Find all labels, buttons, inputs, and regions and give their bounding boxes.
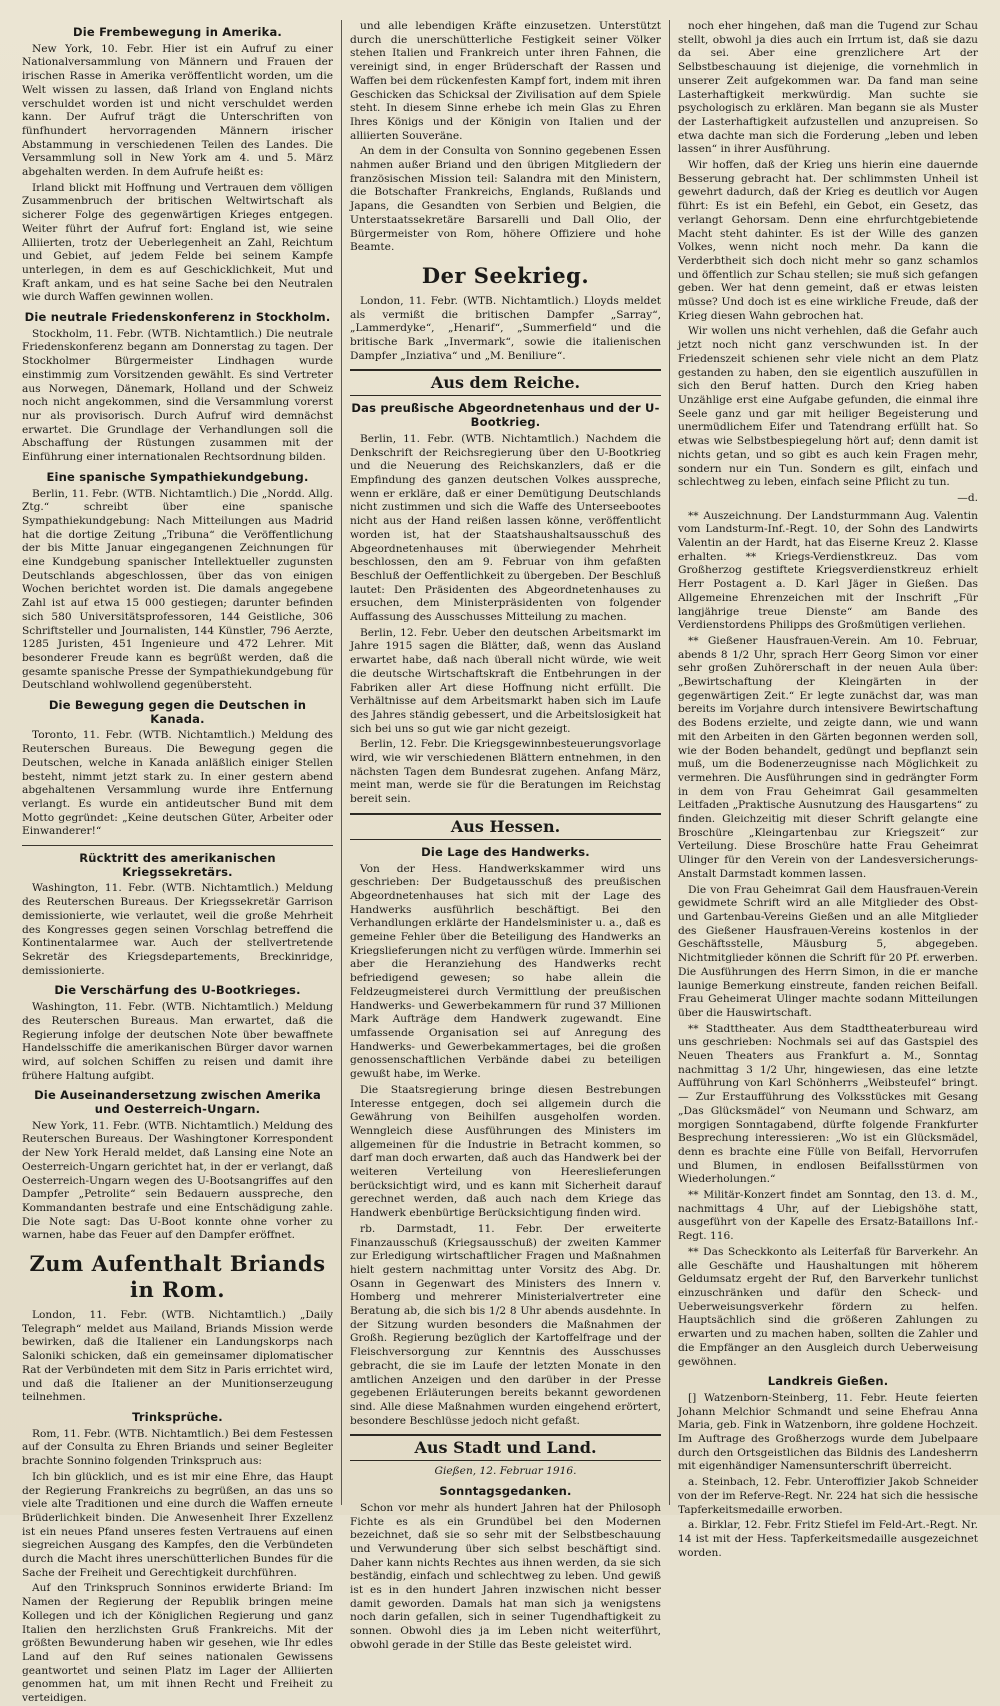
heading-auseinandersetzung: Die Auseinandersetzung zwischen Amerika und Oesterreich-Ungarn. bbox=[34, 1088, 321, 1117]
article-text: Irland blickt mit Hoffnung und Vertrauen dem völligen Zusammenbruch der britischen Weltwirtschaft als sicherer Folge des gegenwärtigen Krieges entgegen. Weiter führt der Aufruf fort: England ist, wie seine Alliierten, trotz der Ueberlegenheit an Zahl, Reichtum und Gebiet, auf jedem Felde bei seinem Kampfe unterlegen, in dem es auf Geschicklichkeit, Mut und Kraft ankam, und es hat seine Sache bei den Neutralen wie durch Waffen gewinnen wollen. bbox=[22, 181, 333, 304]
article-text: London, 11. Febr. (WTB. Nichtamtlich.) „Daily Telegraph“ meldet aus Mailand, Briands Mission werde bewirken, daß die Italiener ein Landungskorps nach Saloniki schicken, daß ein gemeinsamer diplomatischer Rat der Verbündeten mit dem Sitz in Paris errichtet wird, und daß die Italiener an der Munitionserzeugung teilnehmen. bbox=[22, 1309, 333, 1404]
article-text: Ich bin glücklich, und es ist mir eine Ehre, das Haupt der Regierung Frankreichs zu begrüßen, an das uns so viele alte Traditionen und eine durch die Waffen erneute Brüderlichkeit binden. Die Anwesenheit Ihrer Exzellenz ist ein neues Pfand unseres festen Vertrauens auf einen siegreichen Ausgang des Kampfes, den die Verbündeten durch die Macht ihres unerschütterlichen Bundes für die Sache der Freiheit und Gerechtigkeit durchführen. bbox=[22, 1470, 333, 1579]
heading-landkreis: Landkreis Gießen. bbox=[767, 1374, 889, 1389]
article-text: Die Staatsregierung bringe diesen Bestrebungen Interesse entgegen, doch sei allgemein durch die Gewährung von Beihilfen ausgeholfen worden. Wenngleich diese Ausführungen des Ministers im allgemeinen für die Industrie in Betracht kommen, so darf man doch erwarten, daß auch das Handwerk bei der weiteren Verteilung von Heereslieferungen berücksichtigt wird, und es kann mit Sicherheit darauf gerechnet werden, daß auch nach dem Kriege das Handwerk ebenbürtige Berücksichtigung finden wird. bbox=[350, 1083, 661, 1220]
article-text: An dem in der Consulta von Sonnino gegebenen Essen nahmen außer Briand und den übrigen Mitgliedern der französischen Mission teil: Salandra mit den Ministern, die Botschafter Frankreichs, Englands, Rußlands und Japans, die Gesandten von Serbien und Belgien, die Unterstaatssekretäre Barsarelli und Dall Olio, der Bürgermeister von Rom, höhere Offiziere und hohe Beamte. bbox=[350, 145, 661, 254]
heading-seekrieg: Der Seekrieg. bbox=[421, 262, 590, 288]
article-text: rb. Darmstadt, 11. Febr. Der erweiterte Finanzausschuß (Kriegsausschuß) der zweiten Kammer zur Erledigung wirtschaftlicher Fragen und Maßnahmen hielt gestern nachmittag unter Vorsitz des Abg. Dr. Osann in Gegenwart des Ministers des Innern v. Homberg und mehrerer Ministerialvertreter eine Beratung ab, die sich bis 1/2 8 Uhr abends ausdehnte. In der Sitzung wurden besonders die Maßnahmen der Großh. Regierung bezüglich der Kartoffelfrage und der Fleischversorgung zur Kenntnis des Ausschusses gebracht, die sie im Laufe der letzten Monate in den amtlichen Anzeigen und den darüber in der Presse gegebenen Erläuterungen bereits bekannt gewordenen sind. Alle diese Maßnahmen wurden eingehend erörtert, besondere Beschlüsse jedoch nicht gefaßt. bbox=[350, 1222, 661, 1427]
article-text: ** Auszeichnung. Der Landsturmmann Aug. Valentin vom Landsturm-Inf.-Regt. 10, der Sohn des Landwirts Valentin an der Hardt, hat das Eiserne Kreuz 2. Klasse erhalten. ** Kriegs-Verdienstkreuz. Das vom Großherzog gestiftete Kriegsverdienstkreuz erhielt Herr Postagent a. D. Karl Jäger in Gießen. Das Allgemeine Ehrenzeichen mit der Inschrift „Für langjährige treue Dienste“ am Bande des Verdienstordens Philipps des Großmütigen verliehen. bbox=[678, 509, 978, 632]
article-text: New York, 10. Febr. Hier ist ein Aufruf zu einer Nationalversammlung von Männern und Frauen der irischen Rasse in Amerika veröffentlicht worden, um die Welt wissen zu lassen, daß Irland von England nichts verschuldet worden ist und nicht verschuldet werden kann. Der Aufruf trägt die Unterschriften von fünfhundert hervorragenden Männern irischer Abstammung in verschiedenen Teilen des Landes. Die Versammlung soll in New York am 4. und 5. März abgehalten werden. In dem Aufrufe heißt es: bbox=[22, 42, 333, 179]
article-text: Die von Frau Geheimrat Gail dem Hausfrauen-Verein gewidmete Schrift wird an alle Mitglieder des Obst- und Gartenbau-Vereins Gießen und an alle Mitglieder des Gießener Hausfrauen-Vereins kostenlos in der Geschäftsstelle, Mäusburg 5, abgegeben. Nichtmitglieder können die Schrift für 20 Pf. erwerben. Die Ausführungen des Herrn Simon, in die er manche launige Bemerkung einstreute, fanden reichen Beifall. Frau Geheimerat Ulinger machte sodann Mitteilungen über die Hauswirtschaft. bbox=[678, 883, 978, 1019]
article-text: Berlin, 11. Febr. (WTB. Nichtamtlich.) Nachdem die Denkschrift der Reichsregierung über den U-Bootkrieg und die Neuerung des Reichskanzlers, daß er die Empfindung des ganzen deutschen Volkes ausspreche, wenn er erkläre, daß er einer Demütigung Deutschlands nicht zustimmen und sich die Waffe des Unterseebootes nicht aus der Hand reißen lassen könne, veröffentlicht worden ist, hat der Staatshaushaltsausschuß des Abgeordnetenhauses mit überwiegender Mehrheit beschlossen, den am 9. Februar von ihm gefaßten Beschluß der Oeffentlichkeit zu übergeben. Der Beschluß lautet: Den Präsidenten des Abgeordnetenhauses zu ersuchen, dem Ministerpräsidenten von folgender Auffassung des Ausschusses Mitteilung zu machen. bbox=[350, 432, 661, 624]
article-text: London, 11. Febr. (WTB. Nichtamtlich.) Lloyds meldet als vermißt die britischen Dampfer „Sarray“, „Lammerdyke“, „Henarif“, „Summerfield“ und die britische Bark „Invermark“, sowie die italienischen Dampfer „Inziativa“ und „M. Beniliure“. bbox=[350, 294, 661, 362]
article-text: Wir hoffen, daß der Krieg uns hierin eine dauernde Besserung gebracht hat. Der schlimmsten Unheil ist gewehrt dadurch, daß der Krieg es deutlich vor Augen führt: Es ist ein Befehl, ein Gebot, ein Gesetz, das verlangt Gehorsam. Denn eine ehrfurchtgebietende Macht steht dahinter. Es ist der Wille des ganzen Volkes, wenn nicht noch mehr. Da kann die Verderbtheit sich doch nicht mehr so ganz schamlos und öffentlich zur Schau stellen; sie muß sich gefangen geben. Wer hat denn gemeint, daß er etwas leisten müsse? Und doch ist es eine wirkliche Freude, daß der Krieg diesen Wahn gebrochen hat. bbox=[678, 159, 978, 322]
heading-aus-dem-reiche: Aus dem Reiche. bbox=[350, 369, 661, 396]
article-text: Rom, 11. Febr. (WTB. Nichtamtlich.) Bei dem Festessen auf der Consulta zu Ehren Briands und seiner Begleiter brachte Sonnino folgenden Trinkspruch aus: bbox=[22, 1427, 333, 1468]
article-text: [] Watzenborn-Steinberg, 11. Febr. Heute feierten Johann Melchior Schmandt und seine Ehefrau Anna Maria, geb. Fink in Watzenborn, ihre goldene Hochzeit. Im Auftrage des Großherzogs wurde dem Jubelpaare durch den Ortsgeistlichen das Bildnis des Landesherrn mit eigenhändiger Namensunterschrift überreicht. bbox=[678, 1391, 978, 1473]
article-text: ** Das Scheckkonto als Leiterfaß für Barverkehr. An alle Geschäfte und Haushaltungen mit höherem Geldumsatz ergeht der Ruf, den Barverkehr tunlichst einzuschränken und dafür den Scheck- und Ueberweisungsverkehr fördern zu helfen. Hauptsächlich sind die größeren Zahlungen zu erwarten und zu machen haben, sollten die Zahler und die Empfänger an den Ausgleich durch Ueberweisung gewöhnen. bbox=[678, 1245, 978, 1368]
heading-abgeordnetenhaus: Das preußische Abgeordnetenhaus und der U-Bootkrieg. bbox=[351, 401, 660, 430]
heading-ubootkrieg: Die Verschärfung des U-Bootkrieges. bbox=[54, 983, 301, 998]
heading-trinksprueche: Trinksprüche. bbox=[132, 1409, 223, 1424]
article-text: Auf den Trinkspruch Sonninos erwiderte Briand: Im Namen der Regierung der Republik bringen meine Kollegen und ich der Königlichen Regierung und ganz Italien den herzlichsten Gruß Frankreichs. Mit der größten Bewunderung haben wir gesehen, wie Ihr edles Land auf den Ruf seines nationalen Gewissens geantwortet und seinen Platz im Lager der Alliierten genommen hat, um mit ihnen Recht und Freiheit zu verteidigen. bbox=[22, 1582, 333, 1705]
article-text: Stockholm, 11. Febr. (WTB. Nichtamtlich.) Die neutrale Friedenskonferenz begann am Donnerstag zu tagen. Der Stockholmer Bürgermeister Lindhagen wurde einstimmig zum Vorsitzenden gewählt. Es sind Vertreter aus Norwegen, Dänemark, Holland und der Schweiz noch nicht angekommen, sind die Versammlung vorerst nur als provisorisch. Durch Aufruf wird demnächst erwartet. Die Grundlage der Verhandlungen soll die Abschaffung der Rüstungen zusammen mit der Einführung einer internationalen Rechtsordnung bilden. bbox=[22, 327, 333, 464]
article-text: Toronto, 11. Febr. (WTB. Nichtamtlich.) Meldung des Reuterschen Bureaus. Die Bewegung gegen die Deutschen, welche in Kanada anläßlich einiger Stellen besteht, nimmt jetzt stark zu. In einer gestern abend abgehaltenen Versammlung wurde ihre Entfernung verlangt. Es wurde ein antideutscher Bund mit dem Motto gegründet: „Keine deutschen Güter, Arbeiter oder Einwanderer!“ bbox=[22, 729, 333, 838]
article-text: Washington, 11. Febr. (WTB. Nichtamtlich.) Meldung des Reuterschen Bureaus. Der Kriegssekretär Garrison demissionierte, wie verlautet, weil die große Mehrheit des Kongresses gegen seinen Vorschlag betreffend die Kontinentalarmee war. Auch der stellvertretende Sekretär des Kriegsdepartements, Breckinridge, demissionierte. bbox=[22, 882, 333, 977]
heading-handwerk: Die Lage des Handwerks. bbox=[421, 844, 590, 859]
article-text: und alle lebendigen Kräfte einzusetzen. Unterstützt durch die unerschütterliche Festigkeit seiner Völker stehen Italien und Frankreich unter ihren Fahnen, die vereinigt sind, in enger Brüderschaft der Rassen und Waffen bei dem rückenfesten Kampf fort, indem mit ihren Geschicken das Schicksal der Zivilisation auf dem Spiele steht. In diesem Sinne erhebe ich mein Glas zu Ehren Ihres Königs und der Königin von Italien und der alliierten Souveräne. bbox=[350, 20, 662, 142]
article-text: Washington, 11. Febr. (WTB. Nichtamtlich.) Meldung des Reuterschen Bureaus. Man erwartet, daß die Regierung infolge der deutschen Note über bewaffnete Handelsschiffe die amerikanischen Bürger davor warnen wird, auf solchen Schiffen zu reisen und damit ihre frühere Haltung aufgibt. bbox=[22, 1001, 333, 1082]
dateline: Gießen, 12. Februar 1916. bbox=[434, 1465, 577, 1478]
heading-kanada: Die Bewegung gegen die Deutschen in Kanada. bbox=[48, 698, 307, 726]
heading-aus-stadt-und-land: Aus Stadt und Land. bbox=[350, 1434, 661, 1461]
heading-aus-hessen: Aus Hessen. bbox=[350, 813, 661, 840]
column-3 bbox=[670, 20, 986, 1559]
article-text: New York, 11. Febr. (WTB. Nichtamtlich.) Meldung des Reuterschen Bureaus. Der Washingtoner Korrespondent der New York Herald meldet, daß Lansing eine Note an Oesterreich-Ungarn gerichtet hat, in der er verlangt, daß Oesterreich-Ungarn wegen des U-Bootsangriffes auf den Dampfer „Petrolite“ sein Bedauern ausspreche, den Kommandanten bestrafe und eine Entschädigung zahle. Die Note sagt: Das U-Boot konnte ohne vorher zu warnen, habe das Feuer auf den Dampfer eröffnet. bbox=[22, 1119, 333, 1242]
heading-friedenskonferenz: Die neutrale Friedenskonferenz in Stockholm. bbox=[24, 310, 331, 325]
column-1 bbox=[14, 20, 342, 1705]
article-text: Berlin, 12. Febr. Die Kriegsgewinnbesteuerungsvorlage wird, wie wir verschiedenen Blättern entnehmen, in den nächsten Tagen dem Bundesrat zugehen. Anfang März, meint man, werde sie für die Beratungen im Reichstag bereit sein. bbox=[350, 738, 661, 806]
article-text: ** Stadttheater. Aus dem Stadttheaterbureau wird uns geschrieben: Nochmals sei auf das Gastspiel des Neuen Theaters aus Frankfurt a. M., Sonntag nachmittag 3 1/2 Uhr, hingewiesen, das eine letzte Aufführung von Karl Schönherrs „Weibsteufel“ bringt. — Zur Erstaufführung des Volksstückes mit Gesang „Das Glücksmädel“ von Neumann und Schwarz, am morgigen Sonntagabend, dürfte folgende Frankfurter Besprechung interessieren: „Wo ist ein Glücksmädel, denn es brachte eine Fülle von Beifall, Hervorrufen und Blumen, in endlosen Beifallsstürmen von Wiederholungen.“ bbox=[678, 1022, 978, 1186]
article-text: ** Gießener Hausfrauen-Verein. Am 10. Februar, abends 8 1/2 Uhr, sprach Herr Georg Simon vor einer sehr großen Zuhörerschaft in der neuen Aula über: „Bewirtschaftung der Kleingärten in der gegenwärtigen Zeit.“ Er legte zunächst dar, was man bereits im Vorjahre durch intensivere Bewirtschaftung des Bodens erzielte, und zeigte dann, wie und wann mit den Arbeiten in den Gärten begonnen werden soll, wie der Boden behandelt, gedüngt und bepflanzt sein muß, um die Bodenerzeugnisse nach Möglichkeit zu vermehren. Die Ausführungen sind in gedrängter Form in dem von Frau Geheimrat Gail gesammelten Leitfaden „Praktische Ausnutzung des Hausgartens“ zu finden. Gleichzeitig mit dieser Schrift gelangte eine Broschüre „Kleingartenbau zur Kriegszeit“ zur Verteilung. Diese Broschüre hatte Frau Geheimrat Ulinger für den Verein von der Landesversicherungs-Anstalt Darmstadt kommen lassen. bbox=[678, 634, 978, 880]
heading-sonntagsgedanken: Sonntagsgedanken. bbox=[439, 1484, 572, 1499]
article-text: Wir wollen uns nicht verhehlen, daß die Gefahr auch jetzt noch nicht ganz verschwunden ist. In der Friedenszeit schienen sehr viele nicht an dem Platz gestanden zu haben, den sie eigentlich auszufüllen in sich den Beruf hatten. Durch den Krieg haben Unzählige erst eine Aufgabe gefunden, die einmal ihre Seele ganz und gar mit heiliger Begeisterung und unermüdlichem Eifer und Tatendrang erfüllt hat. So etwas wie Selbstbespiegelung hört auf; denn damit ist nichts getan, und so gibt es auch kein Fragen mehr, sondern nur ein Tun. Sondern es gilt, einfach und schlechtweg zu leben, einfach seine Pflicht zu tun. bbox=[678, 325, 978, 489]
heading-briand: Zum Aufenthalt Briands in Rom. bbox=[29, 1251, 326, 1303]
article-text: Schon vor mehr als hundert Jahren hat der Philosoph Fichte es als ein Grundübel bei den Modernen bezeichnet, daß sie so sehr mit der Selbstbeschauung und Verwunderung über sich selbst beschäftigt sind. Daher kann nichts Rechtes aus ihnen werden, da sie sich beständig, einfach und schlechtweg zu leben. Und gewiß ist es in den hundert Jahren inzwischen nicht besser damit geworden. Damals hat man sich ja wenigstens noch darin gefallen, sich in seiner Tugendhaftigkeit zu sonnen. Obwohl dies ja im Leben nicht weiterführt, obwohl gerade in der Stille das Beste geleistet wird. bbox=[350, 1501, 661, 1651]
heading-spanisch: Eine spanische Sympathiekundgebung. bbox=[46, 469, 309, 484]
article-text: ** Militär-Konzert findet am Sonntag, den 13. d. M., nachmittags 4 Uhr, auf der Liebigshöhe statt, ausgeführt von der Kapelle des Ersatz-Bataillons Inf.-Regt. 116. bbox=[678, 1189, 978, 1243]
article-text: a. Steinbach, 12. Febr. Unteroffizier Jakob Schneider von der im Referve-Regt. Nr. 224 hat sich die hessische Tapferkeitsmedaille erworben. bbox=[678, 1476, 978, 1516]
author-signature: —d. bbox=[957, 491, 978, 504]
column-container bbox=[14, 20, 986, 1705]
heading-amerika: Die Frembewegung in Amerika. bbox=[73, 25, 282, 39]
article-text: Von der Hess. Handwerkskammer wird uns geschrieben: Der Budgetausschuß des preußischen Abgeordnetenhauses hat sich mit der Lage des Handwerks ausführlich beschäftigt. Bei den Verhandlungen erklärte der Handelsminister u. a., daß es gemeine Fehler über die Beteiligung des Handwerks an Kriegslieferungen nicht zu verfügen würde. Immerhin sei aber die Heranziehung des Handwerks recht befriedigend gewesen; so habe allein die Feldzeugmeisterei durch Vermittlung der preußischen Handwerks- und Gewerbekammern für rund 37 Millionen Mark Aufträge dem Handwerk zugewandt. Eine umfassende Organisation sei auf Anregung des Handwerks- und Gewerbekammertages, bei die großen genossenschaftlichen Verbände dabei zu beteiligen gewußt habe, im Werke. bbox=[350, 862, 661, 1081]
article-text: a. Birklar, 12. Febr. Fritz Stiefel im Feld-Art.-Regt. Nr. 14 ist mit der Hess. Tapferkeitsmedaille ausgezeichnet worden. bbox=[678, 1519, 978, 1559]
article-text: noch eher hingehen, daß man die Tugend zur Schau stellt, obwohl ja dies auch ein Irrtum ist, daß sie dazu da sei. Aber eine grenzlichere Art der Selbstbeschauung ist diejenige, die vornehmlich in unserer Zeit aufgekommen war. Da fand man seine Lasterhaftigkeit merkwürdig. Man suchte sie psychologisch zu erklären. Man begann sie als Muster der Lasterhaftigkeit aufzustellen und anzupreisen. So etwa dachte man sich die Forderung „leben und leben lassen“ in ihrer Ausführung. bbox=[678, 20, 978, 156]
article-text: Berlin, 11. Febr. (WTB. Nichtamtlich.) Die „Nordd. Allg. Ztg.“ schreibt über eine spanische Sympathiekundgebung: Nach Mitteilungen aus Madrid hat die dortige Zeitung „Tribuna“ die Veröffentlichung der bis Mitte Januar eingegangenen Zeichnungen für eine Kundgebung spanischer Intellektueller zugunsten Deutschlands abgeschlossen, über das von einigen Wochen berichtet worden ist. Die damals angegebene Zahl ist auf etwa 15 000 gestiegen; darunter befinden sich 580 Universitätsprofessoren, 144 Geistliche, 306 Schriftsteller und Journalisten, 144 Künstler, 796 Aerzte, 1285 Juristen, 451 Ingenieure und 472 Lehrer. Mit besonderer Freude kann es begrüßt werden, daß die gesamte spanische Presse der Sympathiekundgebung für Deutschland wohlwollend gegenübersteht. bbox=[22, 487, 333, 692]
divider bbox=[22, 845, 333, 846]
column-2 bbox=[342, 20, 670, 1651]
heading-ruecktritt: Rücktritt des amerikanischen Kriegssekretärs. bbox=[79, 851, 276, 879]
article-text: Berlin, 12. Febr. Ueber den deutschen Arbeitsmarkt im Jahre 1915 sagen die Blätter, daß, wenn das Ausland erwartet habe, daß nach überall nicht würde, wie weit die deutsche Wirtschaftskraft die Entbehrungen in der Fabriken aller Art diese Hoffnung nicht erfüllt. Die Verhältnisse auf dem Arbeitsmarkt haben sich im Laufe des Jahres ständig gebessert, und die Arbeitslosigkeit hat sich bei uns so gut wie gar nicht gezeigt. bbox=[350, 626, 661, 735]
